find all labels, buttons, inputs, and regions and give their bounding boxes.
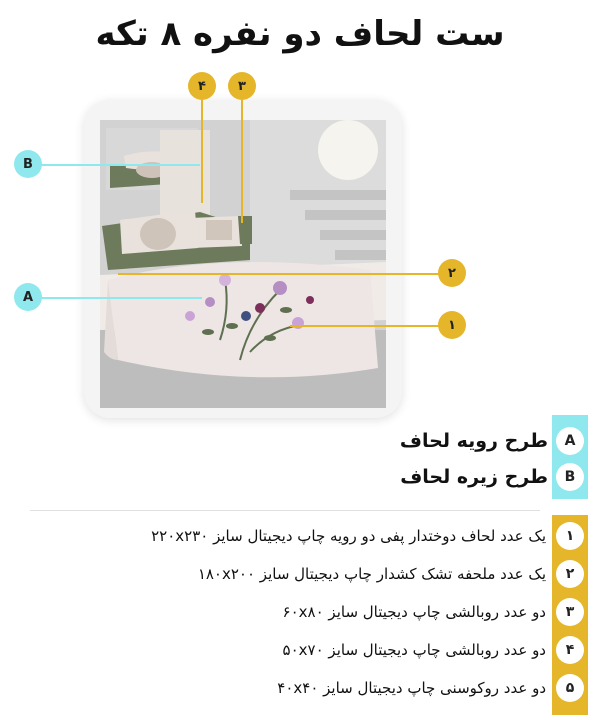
callout-badge-2: ۲: [438, 259, 466, 287]
callout-line-a: [40, 297, 202, 299]
callout-line-b: [40, 164, 200, 166]
item-number-3: ۳: [556, 598, 584, 626]
item-number-4: ۴: [556, 636, 584, 664]
page-title: ست لحاف دو نفره ۸ تکه: [95, 14, 505, 54]
item-text-4: دو عدد روبالشی چاپ دیجیتال سایز ۵۰x۷۰: [282, 641, 546, 659]
item-text-3: دو عدد روبالشی چاپ دیجیتال سایز ۶۰x۸۰: [282, 603, 546, 621]
item-text-2: یک عدد ملحفه تشک کشدار چاپ دیجیتال سایز ۱۸۰x۲۰۰: [197, 565, 546, 583]
item-number-5: ۵: [556, 674, 584, 702]
item-text-5: دو عدد روکوسنی چاپ دیجیتال سایز ۴۰x۴۰: [277, 679, 546, 697]
callout-line-4: [201, 95, 203, 203]
legend-key-b: B: [556, 463, 584, 491]
legend-text-b: طرح زیره لحاف: [400, 466, 548, 488]
callout-badge-4: ۴: [188, 72, 216, 100]
callout-badge-3: ۳: [228, 72, 256, 100]
legend-key-a: A: [556, 427, 584, 455]
callout-line-2: [118, 273, 440, 275]
legend-text-a: طرح رویه لحاف: [399, 430, 548, 452]
callout-badge-1: ۱: [438, 311, 466, 339]
item-text-1: یک عدد لحاف دوختدار پفی دو رویه چاپ دیجیتال سایز ۲۲۰x۲۳۰: [151, 527, 546, 545]
item-number-1: ۱: [556, 522, 584, 550]
callout-badge-b: B: [14, 150, 42, 178]
item-number-2: ۲: [556, 560, 584, 588]
callout-line-1: [290, 325, 440, 327]
callout-line-3: [241, 95, 243, 223]
callout-badge-a: A: [14, 283, 42, 311]
divider: [30, 510, 540, 511]
